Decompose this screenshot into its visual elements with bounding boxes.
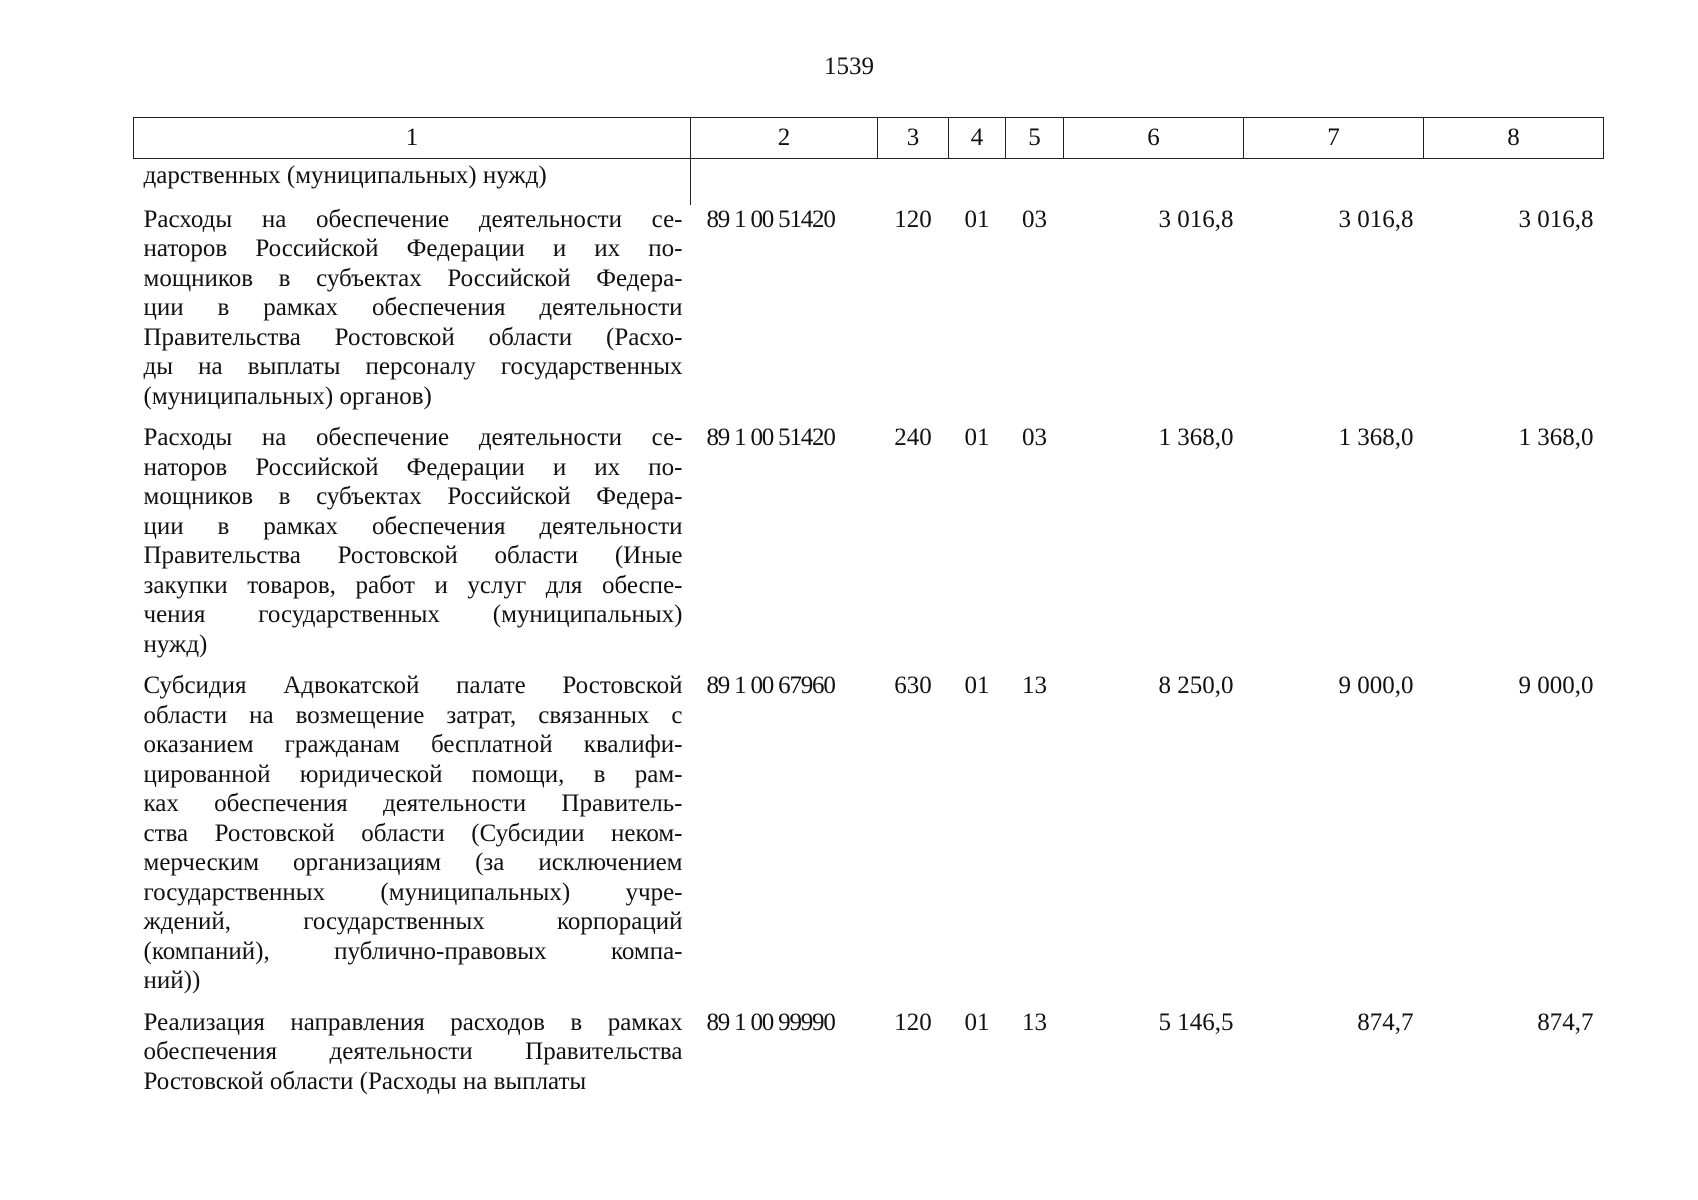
row-amount-col-6: 1 368,0 [1158, 424, 1234, 451]
description-line: ды на выплаты персоналу государственных [143, 353, 683, 380]
table-row [134, 205, 1604, 424]
description-line: Расходы на обеспечение деятельности се- [143, 424, 683, 451]
row-col-4: 01 [964, 424, 990, 451]
page-number: 1539 [824, 53, 874, 80]
description-line: Правительства Ростовской области (Расхо- [143, 323, 683, 351]
description-line: чения государственных (муниципальных) [143, 601, 683, 628]
row-description [134, 205, 691, 424]
row-amount-col-8: 874,7 [1537, 1008, 1594, 1036]
row-description [134, 1008, 691, 1109]
row-description [134, 423, 691, 671]
row-col-5: 13 [1022, 672, 1047, 699]
description-line: Расходы на обеспечение деятельности се- [143, 205, 683, 233]
description-line: государственных (муниципальных) учре- [143, 878, 683, 906]
row-code: 89 1 00 51420 [706, 424, 835, 451]
description-line: (муниципальных) органов) [143, 382, 432, 410]
row-description [134, 671, 691, 1008]
row-amount-col-8: 9 000,0 [1518, 672, 1594, 699]
description-line: ждений, государственных корпораций [143, 908, 683, 935]
description-line: Правительства Ростовской области (Иные [143, 542, 683, 569]
row-amount-col-7: 1 368,0 [1338, 424, 1414, 451]
description-line: цированной юридической помощи, в рам- [143, 760, 683, 788]
row-col-4: 01 [964, 1008, 990, 1036]
row-col-5: 03 [1022, 424, 1047, 451]
table-body [134, 159, 1604, 1109]
header-col-8: 8 [1424, 118, 1604, 159]
description-line: ции в рамках обеспечения деятельности [143, 512, 683, 540]
description-line: области на возмещение затрат, связанных с [143, 701, 683, 729]
row-amount-col-7: 3 016,8 [1338, 205, 1414, 233]
description-line: (компаний), публично-правовых компа- [143, 937, 683, 965]
description-line: Реализация направления расходов в рамках [143, 1008, 683, 1036]
description-line: мерческим организациям (за исключением [143, 849, 683, 876]
row-amount-col-7: 9 000,0 [1338, 672, 1414, 699]
row-col-3: 630 [894, 672, 932, 699]
description-line: наторов Российской Федерации и их по- [143, 453, 683, 481]
table-row [134, 671, 1604, 1008]
row-code: 89 1 00 51420 [706, 205, 835, 233]
row-col-3: 240 [894, 424, 932, 451]
row-col-5: 13 [1022, 1008, 1047, 1036]
description-line: наторов Российской Федерации и их по- [143, 235, 683, 262]
header-col-7: 7 [1244, 118, 1424, 159]
header-col-6: 6 [1064, 118, 1244, 159]
header-col-5: 5 [1006, 118, 1064, 159]
description-line: ках обеспечения деятельности Правитель- [143, 790, 683, 817]
header-col-4: 4 [949, 118, 1006, 159]
description-line: обеспечения деятельности Правительства [143, 1038, 683, 1065]
row-amount-col-8: 1 368,0 [1518, 424, 1594, 451]
description-line: мощников в субъектах Российской Федера- [143, 483, 683, 510]
header-col-1: 1 [134, 118, 691, 159]
row-col-3: 120 [894, 1008, 932, 1036]
continuation-text: дарственных (муниципальных) нужд) [143, 162, 547, 189]
description-line: Субсидия Адвокатской палате Ростовской [143, 672, 683, 699]
row-col-3: 120 [894, 205, 932, 233]
row-amount-col-6: 8 250,0 [1158, 672, 1234, 699]
row-amount-col-6: 5 146,5 [1158, 1008, 1234, 1036]
table-header [134, 118, 1604, 159]
header-col-2: 2 [691, 118, 878, 159]
row-col-4: 01 [964, 205, 990, 233]
row-code: 89 1 00 99990 [706, 1008, 835, 1036]
continuation-row [134, 159, 1604, 205]
description-line: оказанием гражданам бесплатной квалифи- [143, 731, 683, 758]
row-amount-col-6: 3 016,8 [1158, 205, 1234, 233]
description-line: нужд) [143, 630, 208, 658]
description-line: ства Ростовской области (Субсидии неком- [143, 819, 683, 847]
description-line: Ростовской области (Расходы на выплаты [143, 1067, 587, 1095]
description-line: ний)) [143, 967, 201, 994]
row-code: 89 1 00 67960 [706, 672, 835, 699]
table-row [134, 1008, 1604, 1109]
description-line: мощников в субъектах Российской Федера- [143, 264, 683, 292]
description-line: ции в рамках обеспечения деятельности [143, 294, 683, 321]
row-col-5: 03 [1022, 205, 1047, 233]
row-col-4: 01 [964, 672, 990, 699]
header-row [134, 118, 1604, 159]
table-row [134, 423, 1604, 671]
budget-table [133, 117, 1604, 1108]
description-line: закупки товаров, работ и услуг для обеспе- [143, 571, 683, 599]
row-amount-col-7: 874,7 [1357, 1008, 1414, 1036]
header-col-3: 3 [878, 118, 949, 159]
row-amount-col-8: 3 016,8 [1518, 205, 1594, 233]
